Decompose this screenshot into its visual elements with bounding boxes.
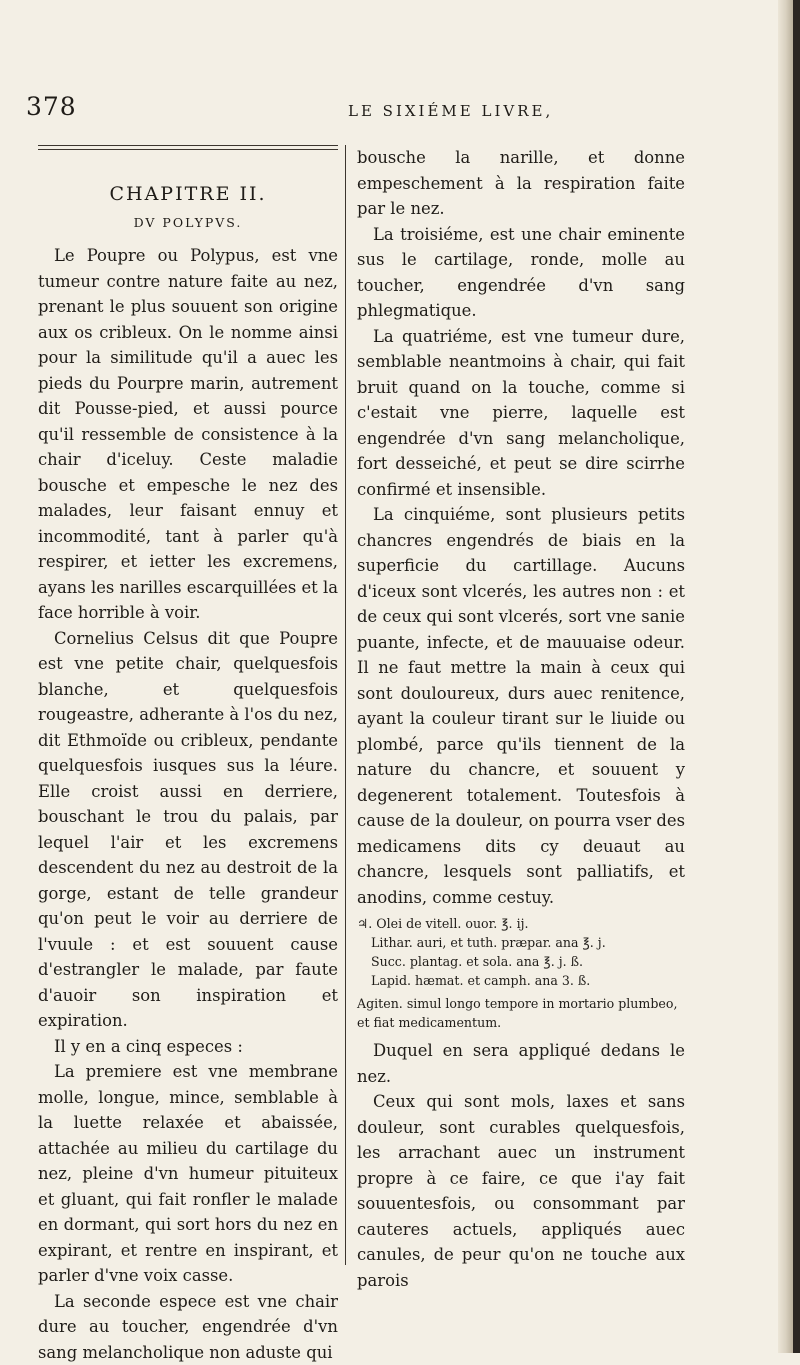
- left-column: [38, 145, 338, 1365]
- chapter-subtitle: DV POLYPVS.: [38, 213, 338, 233]
- chapter-title: CHAPITRE II.: [38, 181, 338, 207]
- recipe-block: [357, 914, 685, 1032]
- paragraph: Ceux qui sont mols, laxes et sans douleur, sont curables quelquesfois, les arrachant auec un instrument propre à ce faire, ce que i'ay fait souuentesfois, ou consommant par cauteres actuels, appliqués auec canules, de peur qu'on ne touche aux parois: [357, 1089, 685, 1293]
- running-head: LE SIXIÉME LIVRE,: [348, 102, 553, 120]
- page-number: 378: [26, 92, 77, 121]
- paragraph: Cornelius Celsus dit que Poupre est vne petite chair, quelquesfois blanche, et quelquesfois rougeastre, adherante à l'os du nez, dit Ethmoïde ou cribleux, pendante quelquesfois iusques sus la léure. Elle croist aussi en derriere, bouschant le trou du palais, par lequel l'air et les excremens descendent du nez au destroit de la gorge, estant de telle grandeur qu'on peut le voir au derriere de l'vuule : et est souuent cause d'estrangler le malade, par faute d'auoir son inspiration et expiration.: [38, 626, 338, 1034]
- recipe-line: Lapid. hæmat. et camph. ana 3. ß.: [357, 971, 685, 990]
- recipe-line: Succ. plantag. et sola. ana ℥. j. ß.: [357, 952, 685, 971]
- paragraph-continued: bousche la narille, et donne empeschement à la respiration faite par le nez.: [357, 145, 685, 222]
- paragraph: La quatriéme, est vne tumeur dure, semblable neantmoins à chair, qui fait bruit quand on la touche, comme si c'estait vne pierre, laquelle est engendrée d'vn sang melancholique, fort desseiché, et peut se dire scirrhe confirmé et insensible.: [357, 324, 685, 503]
- column-divider: [345, 145, 346, 1265]
- paragraph: La troisiéme, est une chair eminente sus le cartilage, ronde, molle au toucher, engendrée d'vn sang phlegmatique.: [357, 222, 685, 324]
- recipe-line: Agiten. simul longo tempore in mortario plumbeo, et fiat medicamentum.: [357, 994, 685, 1032]
- right-column: [357, 145, 685, 1293]
- recipe-line: ♃. Olei de vitell. ouor. ℥. ij.: [357, 914, 685, 933]
- page-binding-edge: [793, 0, 800, 1353]
- paragraph: La seconde espece est vne chair dure au toucher, engendrée d'vn sang melancholique non aduste qui: [38, 1289, 338, 1365]
- paragraph: Il y en a cinq especes :: [38, 1034, 338, 1060]
- paragraph: La premiere est vne membrane molle, longue, mince, semblable à la luette relaxée et abaissée, attachée au milieu du cartilage du nez, pleine d'vn humeur pituiteux et gluant, qui fait ronfler le malade en dormant, qui sort hors du nez en expirant, et rentre en inspirant, et parler d'vne voix casse.: [38, 1059, 338, 1289]
- paragraph: Le Poupre ou Polypus, est vne tumeur contre nature faite au nez, prenant le plus souuent son origine aux os cribleux. On le nomme ainsi pour la similitude qu'il a auec les pieds du Pourpre marin, autrement dit Pousse-pied, et aussi pource qu'il ressemble de consistence à la chair d'iceluy. Ceste maladie bousche et empesche le nez des malades, leur faisant ennuy et incommodité, tant à parler qu'à respirer, et ietter les excremens, ayans les narilles escarquillées et la face horrible à voir.: [38, 243, 338, 626]
- page-header: [0, 92, 780, 132]
- paragraph: Duquel en sera appliqué dedans le nez.: [357, 1038, 685, 1089]
- recipe-line: Lithar. auri, et tuth. præpar. ana ℥. j.: [357, 933, 685, 952]
- paragraph: La cinquiéme, sont plusieurs petits chancres engendrés de biais en la superficie du cartillage. Aucuns d'iceux sont vlcerés, les autres non : et de ceux qui sont vlcerés, sort vne sanie puante, infecte, et de mauuaise odeur. Il ne faut mettre la main à ceux qui sont douloureux, durs auec renitence, ayant la couleur tirant sur le liuide ou plombé, parce qu'ils tiennent de la nature du chancre, et souuent y degenerent totalement. Toutesfois à cause de la douleur, on pourra vser des medicamens dits cy deuaut au chancre, lesquels sont palliatifs, et anodins, comme cestuy.: [357, 502, 685, 910]
